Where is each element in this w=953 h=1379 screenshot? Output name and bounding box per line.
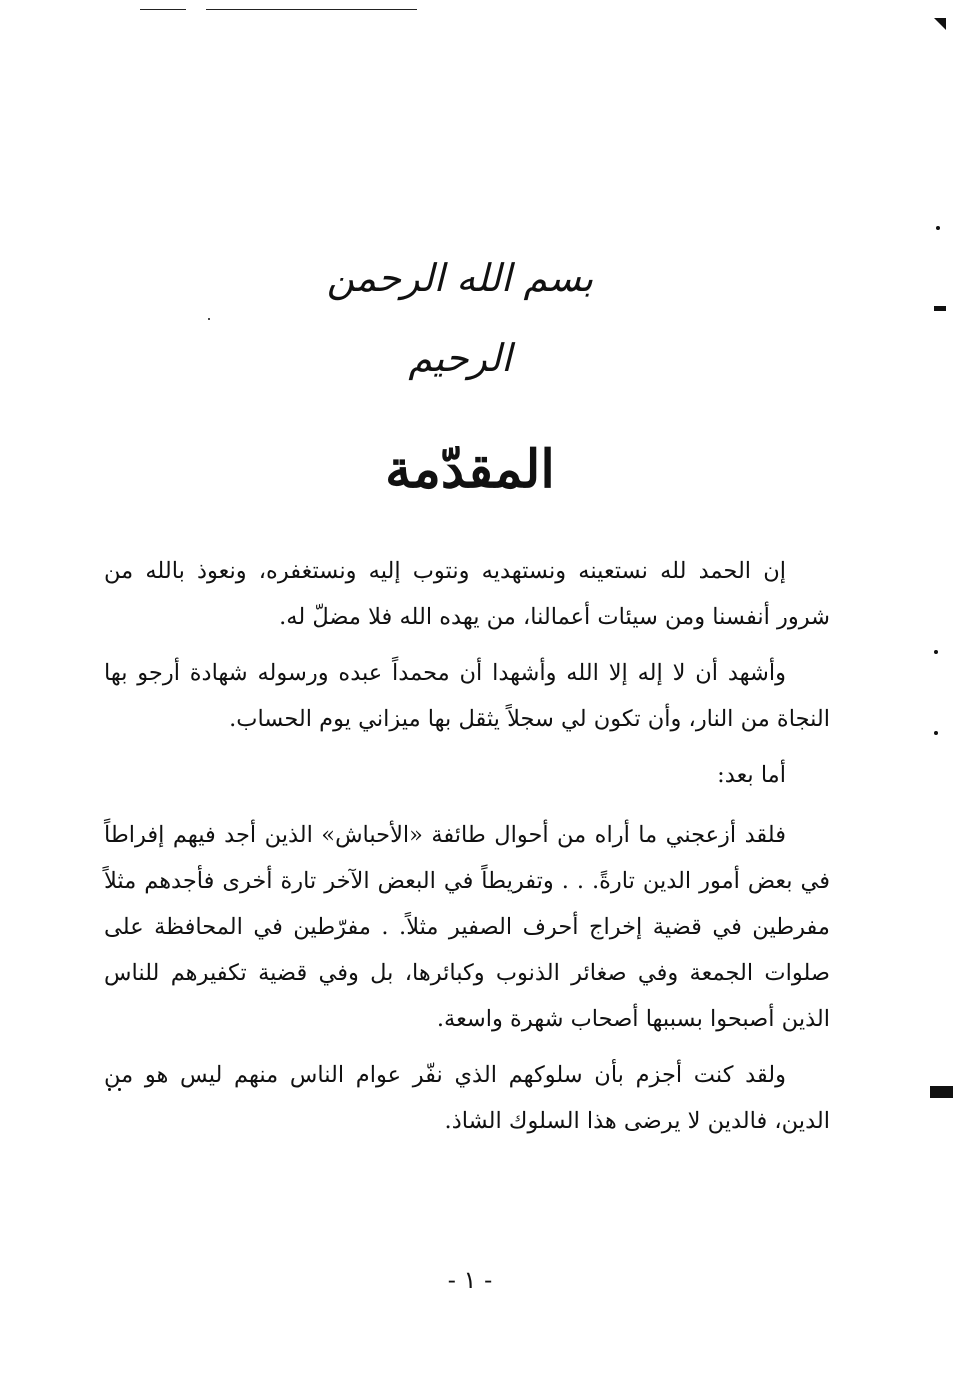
paragraph-ahbash: فلقد أزعجني ما أراه من أحوال طائفة «الأحباش» الذين أجد فيهم إفراطاً في بعض أمور الدين تارةً. . . وتفريطاً في البعض الآخر تارة أخرى فأجدهم مثلاً مفرطين في قضية إخراج أحرف الصفير مثلاً. . مفرّطين في المحافظة على صلوات الجمعة وفي صغائر الذنوب وكبائرها، بل وفي قضية تكفيرهم للناس الذين أصبحوا بسببها أصحاب شهرة واسعة.	[104, 822, 830, 1032]
paragraph-testimony: وأشهد أن لا إله إلا الله وأشهدا أن محمداً عبده ورسوله شهادة أرجو بها النجاة من النار، وأن تكون لي سجلاً يثقل بها ميزاني يوم الحساب.	[104, 660, 830, 732]
page-title: المقدّمة	[385, 439, 555, 500]
scan-speck-corner	[934, 18, 946, 30]
scan-speck	[934, 650, 938, 654]
basmala-calligraphy: بسم الله الرحمن الرحيم	[326, 256, 594, 380]
paragraph-amma-baad: أما بعد:	[717, 762, 786, 788]
page-number: - ١ -	[447, 1266, 493, 1294]
scan-speck	[934, 731, 938, 735]
scan-speck	[936, 226, 940, 230]
body-text	[104, 548, 830, 1144]
scan-speck	[208, 318, 210, 320]
scan-rule-long	[206, 9, 417, 10]
paragraph-conclusion: ولقد كنت أجزم بأن سلوكهم الذي نفّر عوام الناس منهم ليس هو من الدين، فالدين لا يرضى هذا السلوك الشاذ.	[104, 1062, 830, 1134]
scan-speck	[934, 306, 946, 311]
scan-rule-short	[140, 9, 186, 10]
scan-speck	[930, 1086, 953, 1098]
paragraph-opening-praise: إن الحمد لله نستعينه ونستهديه ونتوب إليه ونستغفره، ونعوذ بالله من شرور أنفسنا ومن سيئات أعمالنا، من يهده الله فلا مضلّ له.	[104, 558, 830, 630]
